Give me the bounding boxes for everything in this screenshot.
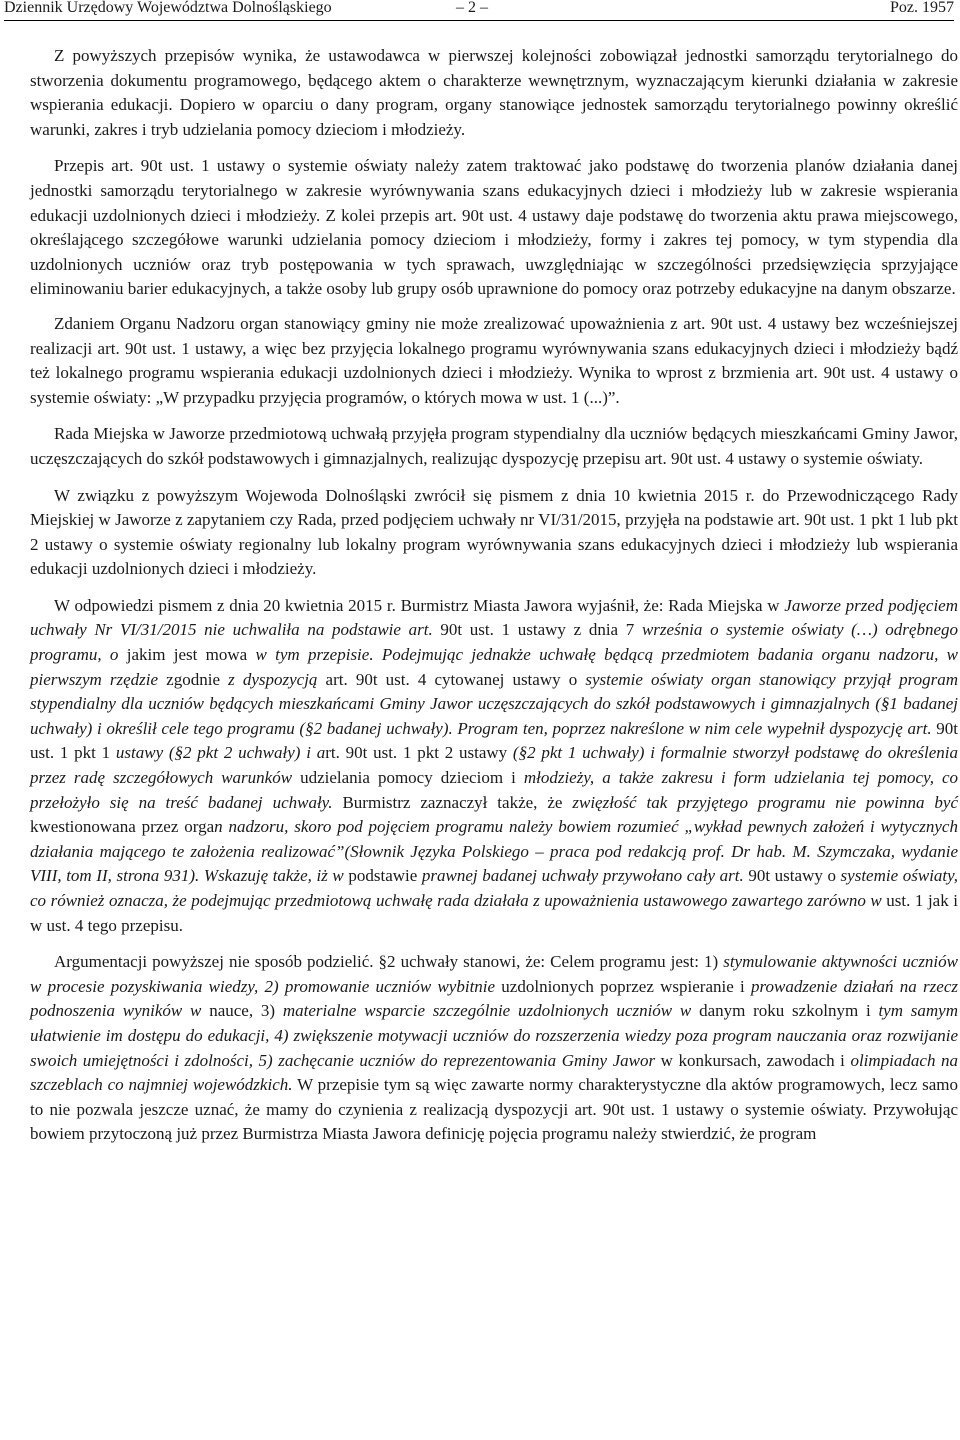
- text-run: W przepisie tym są więc zawarte normy charakterystyczne dla aktów programowych, lecz samo to nie pozwala jeszcze uznać, że mamy do czynienia z realizacją dyspozycji art. 90t ust. 1 ustawy o systemie oświaty. Przywołując bowiem przytoczoną już przez Burmistrza Miasta Jawora definicję pojęcia programu należy stwierdzić, że program: [30, 1075, 959, 1144]
- paragraph-2: Przepis art. 90t ust. 1 ustawy o systemie oświaty należy zatem traktować jako podstawę do tworzenia planów działania danej jednostki samorządu terytorialnego w zakresie wyrównywania szans edukacyjnych dzieci i młodzieży lub w zakresie wspierania edukacji uzdolnionych dzieci i młodzieży. Z kolei przepis art. 90t ust. 4 ustawy daje podstawę do tworzenia aktu prawa miejscowego, określającego szczegółowe warunki udzielania pomocy dzieciom i młodzieży, formy i zakres tej pomocy, w tym stypendia dla uzdolnionych uczniów oraz tryb postępowania w tych sprawach, uwzględniając w szczególności przedsięwzięcia sprzyjające eliminowaniu barier edukacyjnych, a także osoby lub grupy osób uprawnione do pomocy oraz potrzeby edukacyjne na danym obszarze.: [30, 156, 958, 299]
- italic-run: prowadzenie działań na rzecz podnoszenia wyników w: [30, 976, 958, 1021]
- text-run: 90t ust. 1 ustawy z dnia 7: [432, 620, 642, 640]
- paragraph-7: [30, 950, 958, 1147]
- paragraph-1: Z powyższych przepisów wynika, że ustawodawca w pierwszej kolejności zobowiązał jednostki samorządu terytorialnego do stworzenia dokumentu programowego, będącego aktem o charakterze wewnętrznym, wyznaczającym kierunki działania w zakresie wspierania edukacji. Dopiero w oparciu o dany program, organy stanowiące jednostek samorządu terytorialnego powinny określić warunki, zakres i tryb udzielania pomocy dzieciom i młodzieży.: [30, 46, 958, 139]
- text-run: 90t ustawy o: [743, 866, 841, 886]
- paragraph-5: W związku z powyższym Wojewoda Dolnośląski zwrócił się pismem z dnia 10 kwietnia 2015 r. do Przewodniczącego Rady Miejskiej w Jaworze z zapytaniem czy Rada, przed podjęciem uchwały nr VI/31/2015, przyjęła na podstawie art. 90t ust. 1 pkt 1 lub pkt 2 ustawy o systemie oświaty regionalny lub lokalny program wyrównywania szans edukacyjnych dzieci i młodzieży lub wspierania edukacji uzdolnionych dzieci i młodzieży.: [30, 485, 958, 579]
- text-run: kwestionowana przez orga: [30, 817, 215, 837]
- text-run: Burmistrz zaznaczył także, że: [332, 792, 573, 812]
- journal-title: Dziennik Urzędowy Województwa Dolnośląskiego: [4, 0, 332, 16]
- text-run: udzielania pomocy dzieciom i: [292, 768, 524, 788]
- italic-run: młodzieży, a także zakresu i form udzielania tej pomocy, co przełożyło się na treść badanej uchwały.: [30, 768, 959, 812]
- italic-run: systemie oświaty, co również oznacza, że podejmując przedmiotową uchwałę rada działała z upoważnienia ustawowego zawartego zarówno w: [30, 866, 958, 910]
- italic-run: systemie oświaty organ stanowiący przyjął program stypendialny dla uczniów będących mieszkańcami Gminy Jawor uczęszczających do szkół podstawowych i gimnazjalnych (§1 badanej uchwały) i określił cele tego programu (§2 badanej uchwały). Program ten, poprzez nakreślone w nim cele wypełnił dyspozycję art.: [30, 669, 958, 738]
- italic-run: materialne wsparcie szczególnie uzdolnionych uczniów w: [282, 1001, 692, 1021]
- document-body: [30, 44, 958, 1159]
- text-run: w konkursach, zawodach i: [655, 1050, 851, 1070]
- text-run: rt. 90t ust. 1 pkt 2 ustawy: [325, 743, 513, 763]
- text-run: art. 90t ust. 4 cytowanej ustawy o: [317, 669, 586, 689]
- italic-run: września o systemie oświaty (…) odrębnego programu, o: [30, 620, 958, 665]
- text-run: danym roku szkolnym i: [691, 1001, 879, 1021]
- italic-run: ustawy (§2 pkt 2 uchwały) i a: [115, 743, 326, 763]
- text-run: podstawie: [343, 866, 422, 886]
- text-run: 90t ust. 1 pkt 1: [30, 718, 958, 763]
- text-run: uzdolnionych poprzez wspieranie i: [495, 976, 751, 996]
- page-header: [4, 0, 954, 21]
- text-run: W odpowiedzi pismem z dnia 20 kwietnia 2015 r. Burmistrz Miasta Jawora wyjaśnił, że: Rada Miejska w: [54, 595, 785, 615]
- italic-run: tym samym ułatwienie im dostępu do edukacji, 4) zwiększenie motywacji uczniów do rozszerzenia wiedzy poza program nauczania oraz rozwijanie swoich umiejętności i zdolności, 5) zachęcanie uczniów do reprezentowania Gminy Jawor: [30, 1001, 958, 1070]
- paragraph-4: Rada Miejska w Jaworze przedmiotową uchwałą przyjęła program stypendialny dla uczniów będących mieszkańcami Gminy Jawor, uczęszczających do szkół podstawowych i gimnazjalnych, realizując dyspozycję przepisu art. 90t ust. 4 ustawy o systemie oświaty.: [30, 424, 958, 468]
- text-run: jakim jest mowa: [118, 645, 256, 665]
- italic-run: n nadzoru, skoro pod pojęciem programu należy bowiem rozumieć „wykład pewnych założeń i wytycznych działania mającego te założenia realizować”(Słownik Języka Polskiego – praca pod redakcją prof. Dr hab. M. Szymczaka, wydanie VIII, tom II, strona 931). Wskazuję także, iż w: [30, 817, 958, 886]
- paragraph-6: [30, 594, 958, 938]
- text-run: ust. 1 jak i w ust. 4 tego przepisu.: [30, 891, 958, 935]
- paragraph-3: Zdaniem Organu Nadzoru organ stanowiący gminy nie może zrealizować upoważnienia z art. 90t ust. 4 ustawy bez wcześniejszej realizacji art. 90t ust. 1 ustawy, a więc bez przyjęcia lokalnego programu wyrównywania szans edukacyjnych dzieci i młodzieży bądź też lokalnego programu wspierania edukacji uzdolnionych dzieci i młodzieży. Wynika to wprost z brzmienia art. 90t ust. 4 ustawy o systemie oświaty: „W przypadku przyjęcia programów, o których mowa w ust. 1 (...)”.: [30, 313, 958, 407]
- italic-run: w tym przepisie. Podejmując jednakże uchwałę będącą przedmiotem badania organu nadzoru, w pierwszym rzędzie: [30, 645, 958, 689]
- position-number: Poz. 1957: [890, 0, 954, 16]
- italic-run: olimpiadach na szczeblach co najmniej wojewódzkich.: [30, 1050, 958, 1095]
- italic-run: stymulowanie aktywności uczniów w procesie pozyskiwania wiedzy, 2) promowanie uczniów wybitnie: [30, 952, 958, 996]
- page-number: – 2 –: [456, 0, 488, 16]
- italic-run: prawnej badanej uchwały przywołano cały art.: [421, 866, 744, 886]
- italic-run: zwięzłość tak przyjętego programu nie powinna być: [572, 792, 959, 812]
- italic-run: (§2 pkt 1 uchwały) i formalnie stworzył podstawę do określenia przez radę szczegółowych warunków: [30, 743, 958, 788]
- text-run: zgodnie: [158, 669, 229, 689]
- italic-run: Jaworze przed podjęciem uchwały Nr VI/31/2015 nie uchwaliła na podstawie art.: [30, 595, 958, 640]
- text-run: Argumentacji powyższej nie sposób podzielić. §2 uchwały stanowi, że: Celem programu jest: 1): [54, 952, 724, 972]
- text-run: nauce, 3): [201, 1001, 283, 1021]
- italic-run: z dyspozycją: [228, 669, 318, 689]
